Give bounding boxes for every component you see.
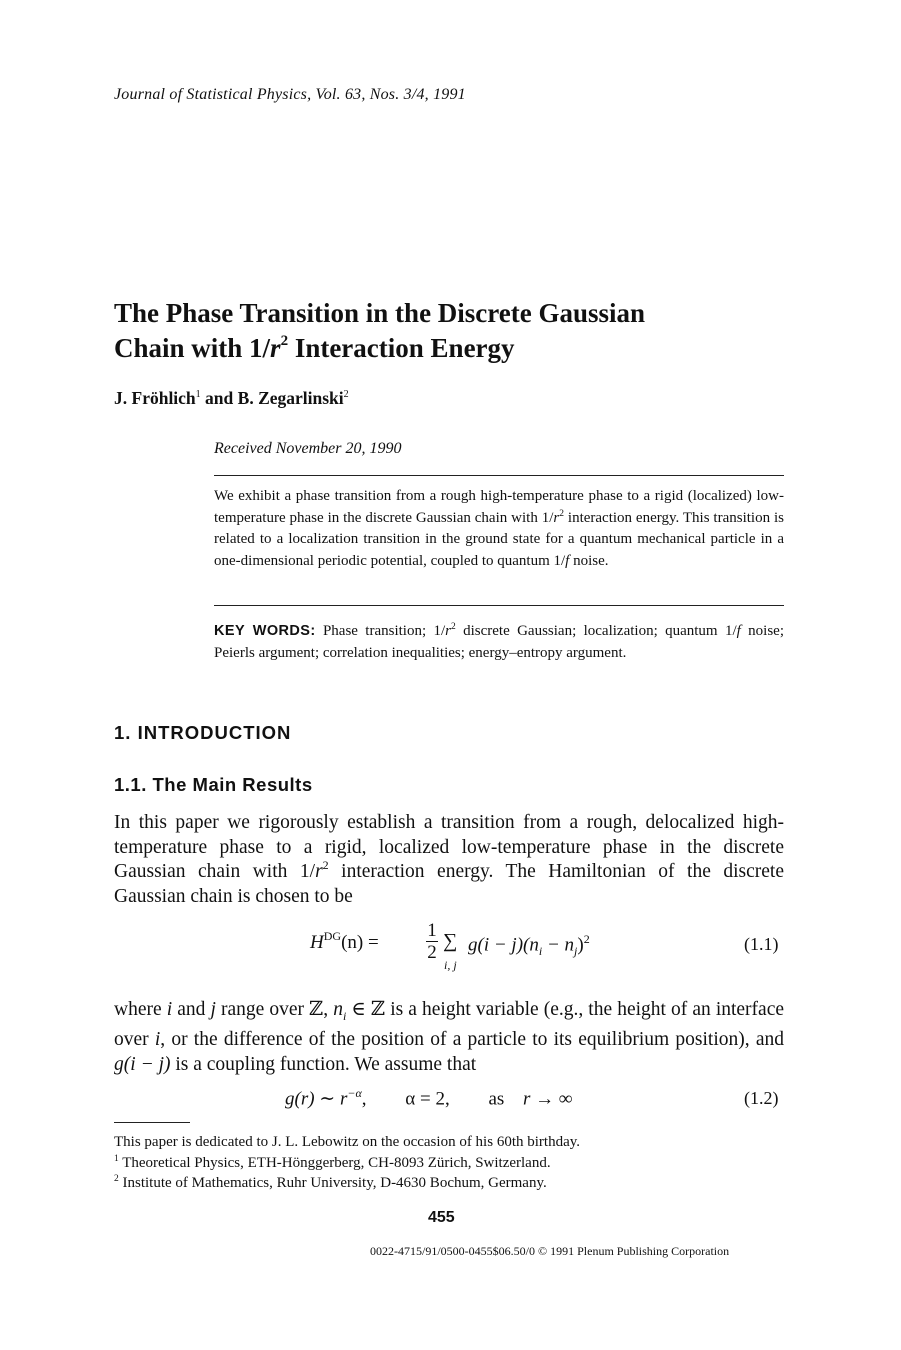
received-date: Received November 20, 1990 [214, 440, 402, 457]
author-2: B. Zegarlinski [237, 388, 344, 408]
footnotes [114, 1132, 804, 1194]
author-2-mark: 2 [343, 389, 349, 400]
authors: J. Fröhlich$^1$ and B. Zegarlinski$^2$ [114, 388, 349, 408]
journal-header: Journal of Statistical Physics, Vol. 63, Nos. 3/4, 1991 [114, 86, 466, 103]
key-words-label: KEY WORDS: [214, 623, 316, 639]
author-1-mark: 1 [195, 389, 201, 400]
equation-1-1: $H^{DG}(n)$ = 1 2 ∑ i, j $g(i - j)(n_i - n_j)^2$ [310, 920, 590, 972]
section-heading: 1. INTRODUCTION [114, 722, 292, 743]
footnote-1: $^1$ Theoretical Physics, ETH-Hönggerberg, CH-8093 Zürich, Switzerland. [114, 1153, 551, 1171]
intro-paragraph: In this paper we rigorously establish a transition from a rough, delocalized high-temperature phase to a rigid, localized low-temperature phase in the discrete Gaussian chain with $1/r^2$ interaction energy. The Hamiltonian of the discrete Gaussian chain is chosen to be [114, 812, 784, 907]
key-words: KEY WORDS: Phase transition; $1/r^2$ discrete Gaussian; localization; quantum 1/f noise; Peierls argument; correlation inequalities; energy–entropy argument. [214, 622, 784, 661]
footnote-2: $^2$ Institute of Mathematics, Ruhr University, D-4630 Bochum, Germany. [114, 1174, 547, 1191]
equation-1-1-number: (1.1) [744, 934, 779, 954]
equation-1-2-number: (1.2) [744, 1088, 779, 1108]
abstract-bottom-rule [214, 605, 784, 606]
paper-title [114, 296, 814, 366]
abstract-top-rule [214, 475, 784, 476]
title-line-1: The Phase Transition in the Discrete Gaussian [114, 298, 646, 328]
author-1: J. Fröhlich [114, 388, 196, 408]
page-number: 455 [428, 1209, 455, 1226]
title-line-2: Chain with $1/r^2$ Interaction Energy [114, 333, 515, 363]
footnote-rule [114, 1122, 190, 1123]
equation-1-2: g(r) ∼ $r^{-\alpha}$, α = 2, as r → ∞ [285, 1086, 573, 1110]
body-paragraph: where i and j range over ℤ, $n_i$ ∈ ℤ is a height variable (e.g., the height of an interface over i, or the difference of the position of a particle to its equilibrium position), and g(i − j) is a coupling function. We assume that [114, 999, 785, 1076]
abstract: We exhibit a phase transition from a rough high-temperature phase to a rigid (localized) low-temperature phase in the discrete Gaussian chain with $1/r^2$ interaction energy. This transition is related to a localization transition in the ground state for a quantum mechanical particle in a one-dimensional periodic potential, coupled to quantum 1/f noise. [214, 488, 784, 569]
copyright-line: 0022-4715/91/0500-0455$06.50/0 © 1991 Plenum Publishing Corporation [370, 1244, 730, 1258]
subsection-heading: 1.1. The Main Results [114, 774, 313, 795]
dedication-note: This paper is dedicated to J. L. Lebowitz on the occasion of his 60th birthday. [114, 1134, 580, 1150]
